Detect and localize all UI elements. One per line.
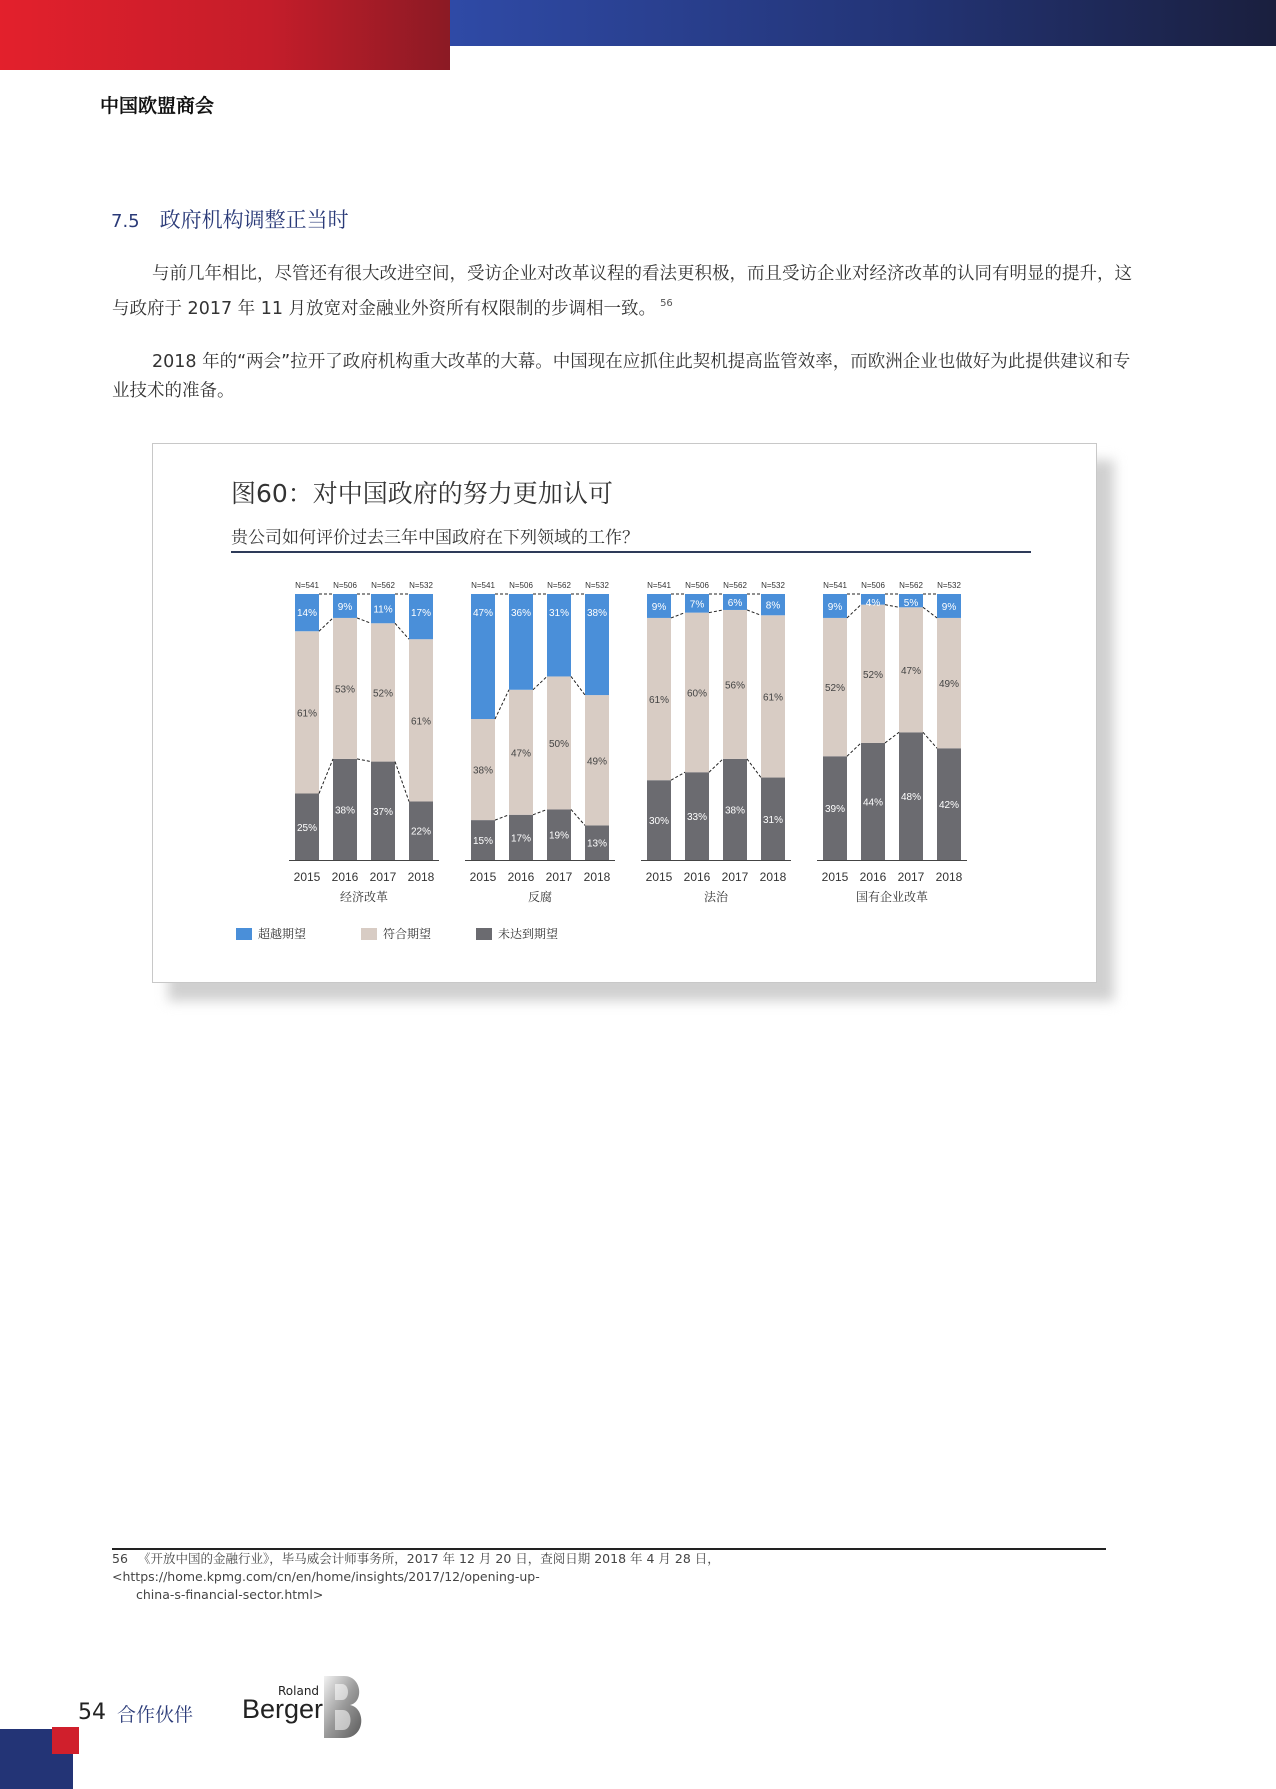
connector-meet-3-0: [847, 605, 861, 618]
group-label-0: 经济改革: [339, 890, 389, 904]
data-label-exceed-2-2: 6%: [727, 598, 743, 609]
legend-swatch-below: [476, 928, 492, 940]
legend-label-exceed: 超越期望: [258, 927, 307, 941]
group-label-3: 国有企业改革: [855, 890, 929, 904]
data-label-below-3-0: 39%: [824, 804, 846, 816]
paragraph-1: [112, 260, 1138, 324]
footnote-number: 56: [112, 1551, 128, 1566]
connector-meet-2-2: [747, 610, 761, 615]
header-blue-band: [450, 0, 1276, 46]
connector-meet-3-1: [885, 605, 899, 608]
year-label-3-2: 2017: [897, 870, 925, 884]
data-label-meet-0-0: 61%: [296, 708, 318, 720]
legend-label-meet: 符合期望: [383, 927, 432, 941]
year-label-0-1: 2016: [331, 870, 359, 884]
data-label-below-0-0: 25%: [296, 822, 318, 834]
year-label-2-0: 2015: [645, 870, 673, 884]
footer-corner-red: [52, 1727, 79, 1754]
group-label-1: 反腐: [527, 890, 553, 904]
sample-size-2-0: N=541: [647, 581, 671, 590]
data-label-meet-3-1: 52%: [862, 669, 884, 681]
data-label-meet-1-1: 47%: [510, 748, 532, 760]
year-label-1-0: 2015: [469, 870, 497, 884]
data-label-below-3-2: 48%: [900, 792, 922, 804]
data-label-below-3-3: 42%: [938, 800, 960, 812]
figure-title: 图60：对中国政府的努力更加认可: [231, 479, 613, 508]
data-label-exceed-2-0: 9%: [651, 601, 667, 613]
data-label-meet-0-3: 61%: [410, 716, 432, 728]
section-title: 政府机构调整正当时: [159, 208, 349, 232]
connector-meet-3-2: [923, 607, 937, 618]
year-label-1-1: 2016: [507, 870, 535, 884]
data-label-exceed-1-1: 36%: [510, 608, 532, 619]
data-label-exceed-0-2: 11%: [373, 604, 393, 616]
year-label-3-0: 2015: [821, 870, 849, 884]
sample-size-0-2: N=562: [371, 581, 395, 590]
connector-meet-0-0: [319, 618, 333, 631]
connector-meet-0-1: [357, 618, 371, 623]
sample-size-1-2: N=562: [547, 581, 571, 590]
data-label-meet-2-2: 56%: [724, 680, 746, 692]
connector-meet-1-0: [495, 690, 509, 719]
data-label-meet-0-2: 52%: [372, 688, 394, 700]
data-label-exceed-1-2: 31%: [548, 608, 570, 619]
data-label-below-0-3: 22%: [410, 826, 432, 838]
logo-roland-text: Roland: [278, 1684, 320, 1698]
footnote: [112, 1550, 1112, 1604]
data-label-below-2-3: 31%: [762, 814, 784, 826]
partner-label: 合作伙伴: [117, 1704, 194, 1726]
footnote-text-line1[interactable]: 《开放中国的金融行业》，毕马威会计师事务所，2017 年 12 月 20 日，查阅日期 2018 年 4 月 28 日，<https://home.kpmg.com/cn/en/home/insights/2017/12/opening-up-: [112, 1551, 720, 1584]
connector-below-3-1: [885, 732, 899, 743]
section-number: 7.5: [111, 211, 140, 232]
connector-below-1-1: [533, 809, 547, 814]
paragraph-1-text: 与前几年相比，尽管还有很大改进空间，受访企业对改革议程的看法更积极，而且受访企业对经济改革的认同有明显的提升，这与政府于 2017 年 11 月放宽对金融业外资所有权限制的步调相一致。: [112, 264, 1132, 319]
data-label-below-1-3: 13%: [586, 838, 608, 850]
year-label-3-1: 2016: [859, 870, 887, 884]
sample-size-1-1: N=506: [509, 581, 533, 590]
sample-size-3-1: N=506: [861, 581, 885, 590]
connector-below-1-0: [495, 815, 509, 820]
legend-label-below: 未达到期望: [498, 927, 559, 941]
roland-berger-logo-icon: [322, 1676, 368, 1738]
connector-meet-0-2: [395, 623, 409, 639]
data-label-exceed-3-3: 9%: [941, 601, 957, 613]
connector-below-2-2: [747, 759, 761, 778]
data-label-meet-1-0: 38%: [472, 765, 494, 777]
figure-panel: [152, 443, 1097, 983]
legend-swatch-meet: [361, 928, 377, 940]
data-label-below-1-2: 19%: [548, 830, 570, 842]
sample-size-2-3: N=532: [761, 581, 785, 590]
legend-item-exceed: [236, 925, 306, 942]
data-label-meet-2-0: 61%: [648, 695, 670, 707]
data-label-exceed-2-3: 8%: [765, 600, 781, 612]
connector-below-2-0: [671, 772, 685, 780]
data-label-below-0-2: 37%: [372, 806, 394, 818]
section-heading: [111, 204, 349, 234]
logo-berger-text: Berger: [242, 1694, 324, 1724]
year-label-2-2: 2017: [721, 870, 749, 884]
data-label-below-2-1: 33%: [686, 812, 708, 824]
sample-size-2-2: N=562: [723, 581, 747, 590]
bar-exceed-1-2: [547, 594, 571, 676]
sample-size-0-0: N=541: [295, 581, 319, 590]
data-label-meet-3-2: 47%: [900, 665, 922, 677]
year-label-2-1: 2016: [683, 870, 711, 884]
data-label-exceed-3-0: 9%: [827, 601, 843, 613]
group-label-2: 法治: [703, 890, 729, 904]
connector-meet-1-2: [571, 676, 585, 695]
year-label-1-3: 2018: [583, 870, 611, 884]
sample-size-3-3: N=532: [937, 581, 961, 590]
connector-meet-2-1: [709, 610, 723, 613]
data-label-exceed-1-3: 38%: [586, 608, 608, 619]
data-label-meet-1-2: 50%: [548, 738, 570, 750]
data-label-below-3-1: 44%: [862, 797, 884, 809]
data-label-exceed-1-0: 47%: [472, 608, 494, 619]
year-label-3-3: 2018: [935, 870, 963, 884]
sample-size-3-2: N=562: [899, 581, 923, 590]
data-label-meet-1-3: 49%: [586, 756, 608, 768]
year-label-0-0: 2015: [293, 870, 321, 884]
page-number: 54: [78, 1700, 106, 1725]
connector-below-3-2: [923, 732, 937, 748]
data-label-meet-2-3: 61%: [762, 692, 784, 704]
sample-size-2-1: N=506: [685, 581, 709, 590]
data-label-below-2-2: 38%: [724, 805, 746, 817]
data-label-below-1-0: 15%: [472, 836, 494, 848]
data-label-meet-2-1: 60%: [686, 688, 708, 700]
connector-meet-2-0: [671, 613, 685, 618]
year-label-0-3: 2018: [407, 870, 435, 884]
paragraph-2: 2018 年的“两会”拉开了政府机构重大改革的大幕。中国现在应抓住此契机提高监管效率，而欧洲企业也做好为此提供建议和专业技术的准备。: [112, 352, 1131, 401]
data-label-exceed-2-1: 7%: [689, 599, 705, 611]
year-label-2-3: 2018: [759, 870, 787, 884]
data-label-exceed-3-2: 5%: [903, 598, 919, 609]
footnote-text-line2[interactable]: china-s-financial-sector.html>: [136, 1587, 324, 1602]
year-label-0-2: 2017: [369, 870, 397, 884]
data-label-exceed-0-0: 14%: [296, 608, 318, 619]
data-label-exceed-0-3: 17%: [410, 608, 432, 619]
data-label-below-0-1: 38%: [334, 805, 356, 817]
connector-below-2-1: [709, 759, 723, 772]
year-label-1-2: 2017: [545, 870, 573, 884]
data-label-meet-3-3: 49%: [938, 679, 960, 691]
data-label-meet-0-1: 53%: [334, 684, 356, 696]
sample-size-3-0: N=541: [823, 581, 847, 590]
sample-size-1-0: N=541: [471, 581, 495, 590]
data-label-below-2-0: 30%: [648, 816, 670, 828]
legend-item-below: [476, 925, 558, 942]
data-label-exceed-3-1: 4%: [865, 598, 881, 609]
connector-meet-1-1: [533, 676, 547, 689]
header-red-band: [0, 0, 450, 70]
connector-below-0-0: [319, 759, 333, 794]
organization-name: 中国欧盟商会: [100, 95, 215, 117]
connector-below-3-0: [847, 743, 861, 756]
figure-subtitle: 贵公司如何评价过去三年中国政府在下列领域的工作？: [231, 528, 639, 548]
legend-swatch-exceed: [236, 928, 252, 940]
sample-size-0-3: N=532: [409, 581, 433, 590]
stacked-bar-chart: [153, 444, 1098, 984]
sample-size-0-1: N=506: [333, 581, 357, 590]
data-label-meet-3-0: 52%: [824, 683, 846, 695]
connector-below-0-1: [357, 759, 371, 762]
connector-below-0-2: [395, 762, 409, 802]
sample-size-1-3: N=532: [585, 581, 609, 590]
legend-item-meet: [361, 925, 431, 942]
connector-below-1-2: [571, 809, 585, 825]
data-label-exceed-0-1: 9%: [337, 601, 353, 613]
data-label-below-1-1: 17%: [510, 833, 532, 845]
footnote-reference[interactable]: 56: [660, 298, 673, 309]
